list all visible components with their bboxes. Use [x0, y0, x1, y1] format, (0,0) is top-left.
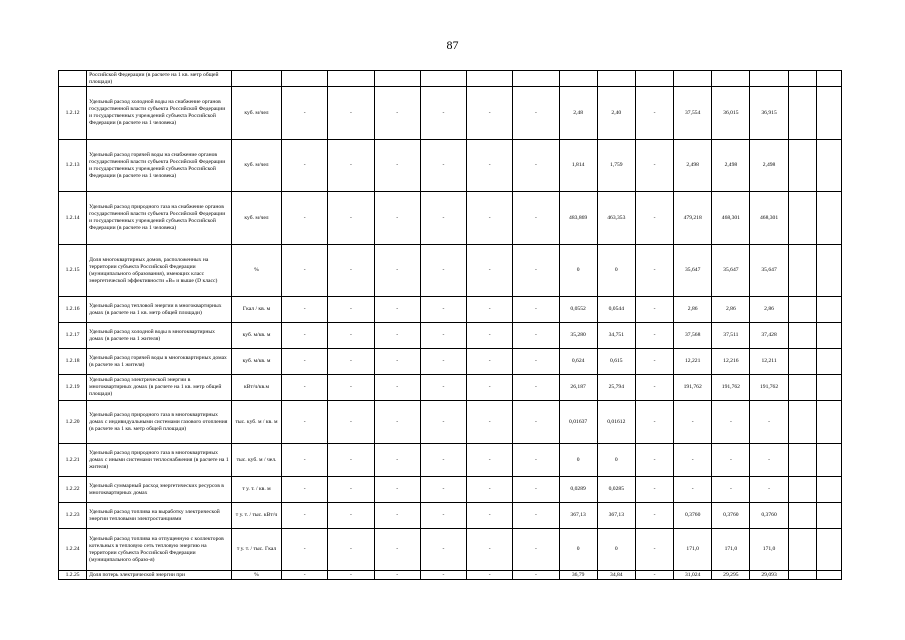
value-cell: 483,869 — [559, 192, 597, 245]
value-cell: - — [420, 477, 466, 503]
value-cell — [788, 87, 816, 140]
value-cell: - — [328, 87, 374, 140]
value-cell: - — [467, 140, 513, 192]
value-cell: 0,3760 — [712, 503, 750, 529]
value-cell: 2,498 — [712, 140, 750, 192]
value-cell: 0 — [597, 444, 635, 477]
value-cell: - — [635, 349, 673, 375]
value-cell: 37,568 — [674, 323, 712, 349]
value-cell: - — [374, 503, 420, 529]
value-cell: - — [282, 323, 328, 349]
indicator-name-cell: Удельный расход природного газа в многоквартирных домах с индивидуальными системами газового отопления (в расчете на 1 кв. метр общей площади) — [87, 401, 232, 444]
value-cell: 0,0544 — [597, 297, 635, 323]
indicator-name-cell: Удельный расход холодной воды в многоквартирных домах (в расчете на 1 жителя) — [87, 323, 232, 349]
row-number-cell: 1.2.21 — [59, 444, 87, 477]
value-cell: 0,3760 — [750, 503, 788, 529]
unit-cell: т у. т. / тыс. Гкал — [231, 529, 281, 571]
value-cell: 0 — [597, 529, 635, 571]
value-cell — [816, 323, 841, 349]
indicator-name-cell: Удельный расход топлива на отпущенную с коллекторов котельных в тепловую сеть тепловую энергию на территории субъекта Российской Федерации (муниципального образо-я) — [87, 529, 232, 571]
value-cell: - — [420, 140, 466, 192]
value-cell — [788, 323, 816, 349]
value-cell — [788, 375, 816, 401]
value-cell: 2,86 — [712, 297, 750, 323]
value-cell — [788, 571, 816, 580]
value-cell: 0,624 — [559, 349, 597, 375]
row-number-cell: 1.2.13 — [59, 140, 87, 192]
value-cell: - — [513, 140, 559, 192]
value-cell — [788, 477, 816, 503]
value-cell: 35,647 — [674, 245, 712, 297]
value-cell — [816, 245, 841, 297]
value-cell: - — [674, 477, 712, 503]
value-cell: - — [374, 349, 420, 375]
value-cell: - — [635, 477, 673, 503]
value-cell — [788, 245, 816, 297]
value-cell: - — [513, 349, 559, 375]
value-cell: - — [374, 375, 420, 401]
row-number-cell: 1.2.15 — [59, 245, 87, 297]
value-cell: - — [513, 444, 559, 477]
value-cell: - — [467, 323, 513, 349]
value-cell: 2,40 — [597, 87, 635, 140]
page-number: 87 — [446, 38, 459, 52]
value-cell: - — [282, 444, 328, 477]
value-cell: 171,0 — [712, 529, 750, 571]
table-row — [59, 375, 842, 401]
value-cell: - — [750, 401, 788, 444]
value-cell — [816, 571, 841, 580]
value-cell: - — [374, 444, 420, 477]
value-cell: - — [328, 477, 374, 503]
value-cell: - — [282, 87, 328, 140]
value-cell: 12,211 — [750, 349, 788, 375]
value-cell: - — [635, 140, 673, 192]
row-number-cell: 1.2.18 — [59, 349, 87, 375]
table-row — [59, 87, 842, 140]
value-cell: 0,615 — [597, 349, 635, 375]
row-number-cell: 1.2.20 — [59, 401, 87, 444]
value-cell: 0 — [559, 245, 597, 297]
value-cell: 35,647 — [750, 245, 788, 297]
value-cell: 36,79 — [559, 571, 597, 580]
table-row — [59, 349, 842, 375]
value-cell: - — [467, 375, 513, 401]
value-cell: - — [635, 375, 673, 401]
value-cell: - — [513, 503, 559, 529]
indicator-name-cell: Удельный расход топлива на выработку электрической энергии тепловыми электростанциями — [87, 503, 232, 529]
value-cell — [374, 71, 420, 87]
table-row — [59, 529, 842, 571]
indicator-table — [58, 70, 842, 580]
value-cell: 2,498 — [674, 140, 712, 192]
value-cell: 29,295 — [712, 571, 750, 580]
unit-cell: куб. м/чел — [231, 140, 281, 192]
value-cell: 35,280 — [559, 323, 597, 349]
value-cell: - — [513, 245, 559, 297]
value-cell: - — [674, 401, 712, 444]
value-cell: - — [374, 192, 420, 245]
value-cell — [788, 444, 816, 477]
value-cell: 468,301 — [750, 192, 788, 245]
value-cell: - — [712, 401, 750, 444]
value-cell: 191,762 — [750, 375, 788, 401]
unit-cell: тыс. куб. м / кв. м — [231, 401, 281, 444]
value-cell: - — [467, 529, 513, 571]
value-cell — [420, 71, 466, 87]
value-cell: 37,428 — [750, 323, 788, 349]
value-cell: 479,218 — [674, 192, 712, 245]
value-cell — [816, 401, 841, 444]
value-cell — [816, 529, 841, 571]
value-cell: 2,48 — [559, 87, 597, 140]
value-cell: - — [420, 297, 466, 323]
value-cell — [674, 71, 712, 87]
value-cell: - — [635, 245, 673, 297]
table-row — [59, 297, 842, 323]
table-row — [59, 71, 842, 87]
value-cell: - — [328, 529, 374, 571]
value-cell: 31,024 — [674, 571, 712, 580]
value-cell: - — [635, 323, 673, 349]
value-cell: - — [374, 87, 420, 140]
value-cell: - — [513, 401, 559, 444]
value-cell: 191,762 — [712, 375, 750, 401]
value-cell: - — [282, 401, 328, 444]
value-cell: - — [328, 349, 374, 375]
row-number-cell: 1.2.12 — [59, 87, 87, 140]
value-cell: - — [282, 375, 328, 401]
indicator-name-cell: Удельный расход природного газа в многоквартирных домах с иными системами теплоснабжения (в расчете на 1 жителя) — [87, 444, 232, 477]
row-number-cell: 1.2.22 — [59, 477, 87, 503]
value-cell — [788, 71, 816, 87]
row-number-cell: 1.2.19 — [59, 375, 87, 401]
value-cell: - — [712, 477, 750, 503]
value-cell — [750, 71, 788, 87]
value-cell: 0 — [597, 245, 635, 297]
value-cell: - — [420, 87, 466, 140]
value-cell: - — [712, 444, 750, 477]
value-cell: 0,0285 — [597, 477, 635, 503]
value-cell: 2,86 — [750, 297, 788, 323]
value-cell: - — [374, 245, 420, 297]
table-body — [59, 71, 842, 580]
row-number-cell: 1.2.16 — [59, 297, 87, 323]
row-number-cell: 1.2.25 — [59, 571, 87, 580]
value-cell: - — [635, 529, 673, 571]
value-cell: - — [513, 529, 559, 571]
table-row — [59, 323, 842, 349]
value-cell: - — [750, 477, 788, 503]
value-cell: 12,221 — [674, 349, 712, 375]
value-cell: - — [374, 529, 420, 571]
value-cell — [788, 140, 816, 192]
value-cell: - — [328, 401, 374, 444]
value-cell — [788, 349, 816, 375]
value-cell — [788, 401, 816, 444]
value-cell: 0,3760 — [674, 503, 712, 529]
value-cell: 191,762 — [674, 375, 712, 401]
value-cell: 37,554 — [674, 87, 712, 140]
value-cell: 1,759 — [597, 140, 635, 192]
value-cell: - — [328, 375, 374, 401]
row-number-cell: 1.2.23 — [59, 503, 87, 529]
value-cell — [816, 87, 841, 140]
row-number-cell: 1.2.24 — [59, 529, 87, 571]
value-cell: - — [420, 349, 466, 375]
value-cell: 34,751 — [597, 323, 635, 349]
value-cell: 171,0 — [750, 529, 788, 571]
unit-cell: т у. т. / кв. м — [231, 477, 281, 503]
unit-cell: куб. м/чел — [231, 192, 281, 245]
value-cell — [788, 192, 816, 245]
value-cell — [816, 375, 841, 401]
value-cell: - — [420, 401, 466, 444]
value-cell: - — [374, 140, 420, 192]
value-cell: - — [467, 245, 513, 297]
value-cell: - — [635, 401, 673, 444]
value-cell: - — [513, 571, 559, 580]
indicator-name-cell: Удельный расход холодной воды на снабжение органов государственной власти субъекта Российской Федерации и государственных учреждений субъекта Российской Федерации (в расчете на 1 человека) — [87, 87, 232, 140]
value-cell: - — [513, 477, 559, 503]
value-cell: - — [635, 503, 673, 529]
table-row — [59, 444, 842, 477]
indicator-name-cell: Доля потерь электрической энергии при — [87, 571, 232, 580]
value-cell: - — [420, 444, 466, 477]
value-cell: 468,301 — [712, 192, 750, 245]
value-cell: - — [420, 323, 466, 349]
value-cell: - — [282, 503, 328, 529]
value-cell: 0 — [559, 444, 597, 477]
indicator-name-cell: Доля многоквартирных домов, расположенных на территории субъекта Российской Федерации (муниципального образования), имеющих класс энергетической эффективности «В» и выше (D класс) — [87, 245, 232, 297]
value-cell: 26,187 — [559, 375, 597, 401]
value-cell — [788, 503, 816, 529]
value-cell — [816, 71, 841, 87]
value-cell — [816, 503, 841, 529]
value-cell: 37,511 — [712, 323, 750, 349]
value-cell: - — [328, 140, 374, 192]
table-row — [59, 571, 842, 580]
value-cell: - — [328, 192, 374, 245]
value-cell — [816, 192, 841, 245]
value-cell: - — [750, 444, 788, 477]
indicator-name-cell: Удельный расход тепловой энергии в многоквартирных домах (в расчете на 1 кв. метр общей площади) — [87, 297, 232, 323]
value-cell: - — [328, 444, 374, 477]
table-row — [59, 192, 842, 245]
value-cell — [513, 71, 559, 87]
value-cell: - — [635, 192, 673, 245]
value-cell — [816, 140, 841, 192]
value-cell: - — [467, 192, 513, 245]
value-cell: - — [420, 375, 466, 401]
value-cell: - — [467, 401, 513, 444]
value-cell: 25,794 — [597, 375, 635, 401]
value-cell: - — [374, 297, 420, 323]
value-cell: - — [374, 571, 420, 580]
value-cell: - — [282, 297, 328, 323]
row-number-cell: 1.2.14 — [59, 192, 87, 245]
value-cell: 0,0552 — [559, 297, 597, 323]
value-cell: 29,093 — [750, 571, 788, 580]
value-cell — [559, 71, 597, 87]
unit-cell: куб. м/чел — [231, 87, 281, 140]
value-cell: 367,13 — [597, 503, 635, 529]
value-cell: 2,86 — [674, 297, 712, 323]
value-cell: - — [513, 87, 559, 140]
table-row — [59, 477, 842, 503]
value-cell — [282, 71, 328, 87]
table-row — [59, 503, 842, 529]
value-cell: 2,498 — [750, 140, 788, 192]
value-cell: 36,915 — [750, 87, 788, 140]
value-cell: - — [282, 245, 328, 297]
row-number-cell — [59, 71, 87, 87]
value-cell — [816, 297, 841, 323]
value-cell: - — [328, 297, 374, 323]
value-cell: - — [282, 529, 328, 571]
value-cell: - — [282, 349, 328, 375]
value-cell: - — [282, 477, 328, 503]
value-cell: - — [467, 503, 513, 529]
value-cell: - — [635, 297, 673, 323]
table-row — [59, 140, 842, 192]
value-cell: - — [467, 444, 513, 477]
value-cell — [788, 529, 816, 571]
unit-cell: куб. м/кв. м — [231, 349, 281, 375]
value-cell: - — [328, 503, 374, 529]
value-cell: - — [513, 297, 559, 323]
value-cell: 35,647 — [712, 245, 750, 297]
value-cell — [597, 71, 635, 87]
value-cell: - — [467, 571, 513, 580]
value-cell: 463,353 — [597, 192, 635, 245]
value-cell: - — [513, 192, 559, 245]
value-cell: - — [467, 297, 513, 323]
value-cell: - — [328, 323, 374, 349]
value-cell: 0,01612 — [597, 401, 635, 444]
value-cell: - — [635, 444, 673, 477]
value-cell: 12,216 — [712, 349, 750, 375]
indicator-name-cell: Российской Федерации (в расчете на 1 кв. метр общей площади) — [87, 71, 232, 87]
value-cell — [635, 71, 673, 87]
unit-cell: % — [231, 245, 281, 297]
value-cell: 367,13 — [559, 503, 597, 529]
value-cell: - — [674, 444, 712, 477]
unit-cell: кВт/ч/кв.м — [231, 375, 281, 401]
value-cell: - — [420, 245, 466, 297]
unit-cell: Гкал / кв. м — [231, 297, 281, 323]
value-cell: - — [513, 375, 559, 401]
unit-cell — [231, 71, 281, 87]
unit-cell: тыс. куб. м / чел. — [231, 444, 281, 477]
value-cell: - — [328, 245, 374, 297]
indicator-name-cell: Удельный расход электрической энергии в многоквартирных домах (в расчете на 1 кв. метр общей площади) — [87, 375, 232, 401]
unit-cell: т у. т. / тыс. кВт/ч — [231, 503, 281, 529]
indicator-name-cell: Удельный суммарный расход энергетических ресурсов в многоквартирных домах — [87, 477, 232, 503]
value-cell: - — [513, 323, 559, 349]
value-cell: 34,84 — [597, 571, 635, 580]
value-cell: - — [282, 140, 328, 192]
value-cell: 171,0 — [674, 529, 712, 571]
value-cell: - — [282, 192, 328, 245]
value-cell: 1,814 — [559, 140, 597, 192]
value-cell: 0,0289 — [559, 477, 597, 503]
value-cell: - — [420, 571, 466, 580]
value-cell: - — [420, 529, 466, 571]
unit-cell: куб. м/кв. м — [231, 323, 281, 349]
indicator-name-cell: Удельный расход горячей воды на снабжение органов государственной власти субъекта Российской Федерации и государственных учреждений субъекта Российской Федерации (в расчете на 1 человека) — [87, 140, 232, 192]
unit-cell: % — [231, 571, 281, 580]
value-cell — [816, 444, 841, 477]
value-cell — [712, 71, 750, 87]
value-cell: - — [420, 503, 466, 529]
indicator-name-cell: Удельный расход горячей воды в многоквартирных домах (в расчете на 1 жителя) — [87, 349, 232, 375]
value-cell — [467, 71, 513, 87]
row-number-cell: 1.2.17 — [59, 323, 87, 349]
value-cell — [788, 297, 816, 323]
value-cell: - — [467, 477, 513, 503]
value-cell: - — [467, 349, 513, 375]
value-cell: - — [374, 401, 420, 444]
value-cell: - — [635, 571, 673, 580]
value-cell: - — [420, 192, 466, 245]
value-cell: - — [328, 571, 374, 580]
value-cell — [328, 71, 374, 87]
value-cell: 0,01637 — [559, 401, 597, 444]
table-row — [59, 401, 842, 444]
value-cell: - — [374, 477, 420, 503]
value-cell: - — [374, 323, 420, 349]
value-cell: - — [635, 87, 673, 140]
value-cell: - — [467, 87, 513, 140]
table-row — [59, 245, 842, 297]
value-cell — [816, 477, 841, 503]
value-cell: - — [282, 571, 328, 580]
value-cell — [816, 349, 841, 375]
value-cell: 36,015 — [712, 87, 750, 140]
value-cell: 0 — [559, 529, 597, 571]
indicator-name-cell: Удельный расход природного газа на снабжение органов государственной власти субъекта Российской Федерации и государственных учреждений субъекта Российской Федерации (в расчете на 1 человека) — [87, 192, 232, 245]
